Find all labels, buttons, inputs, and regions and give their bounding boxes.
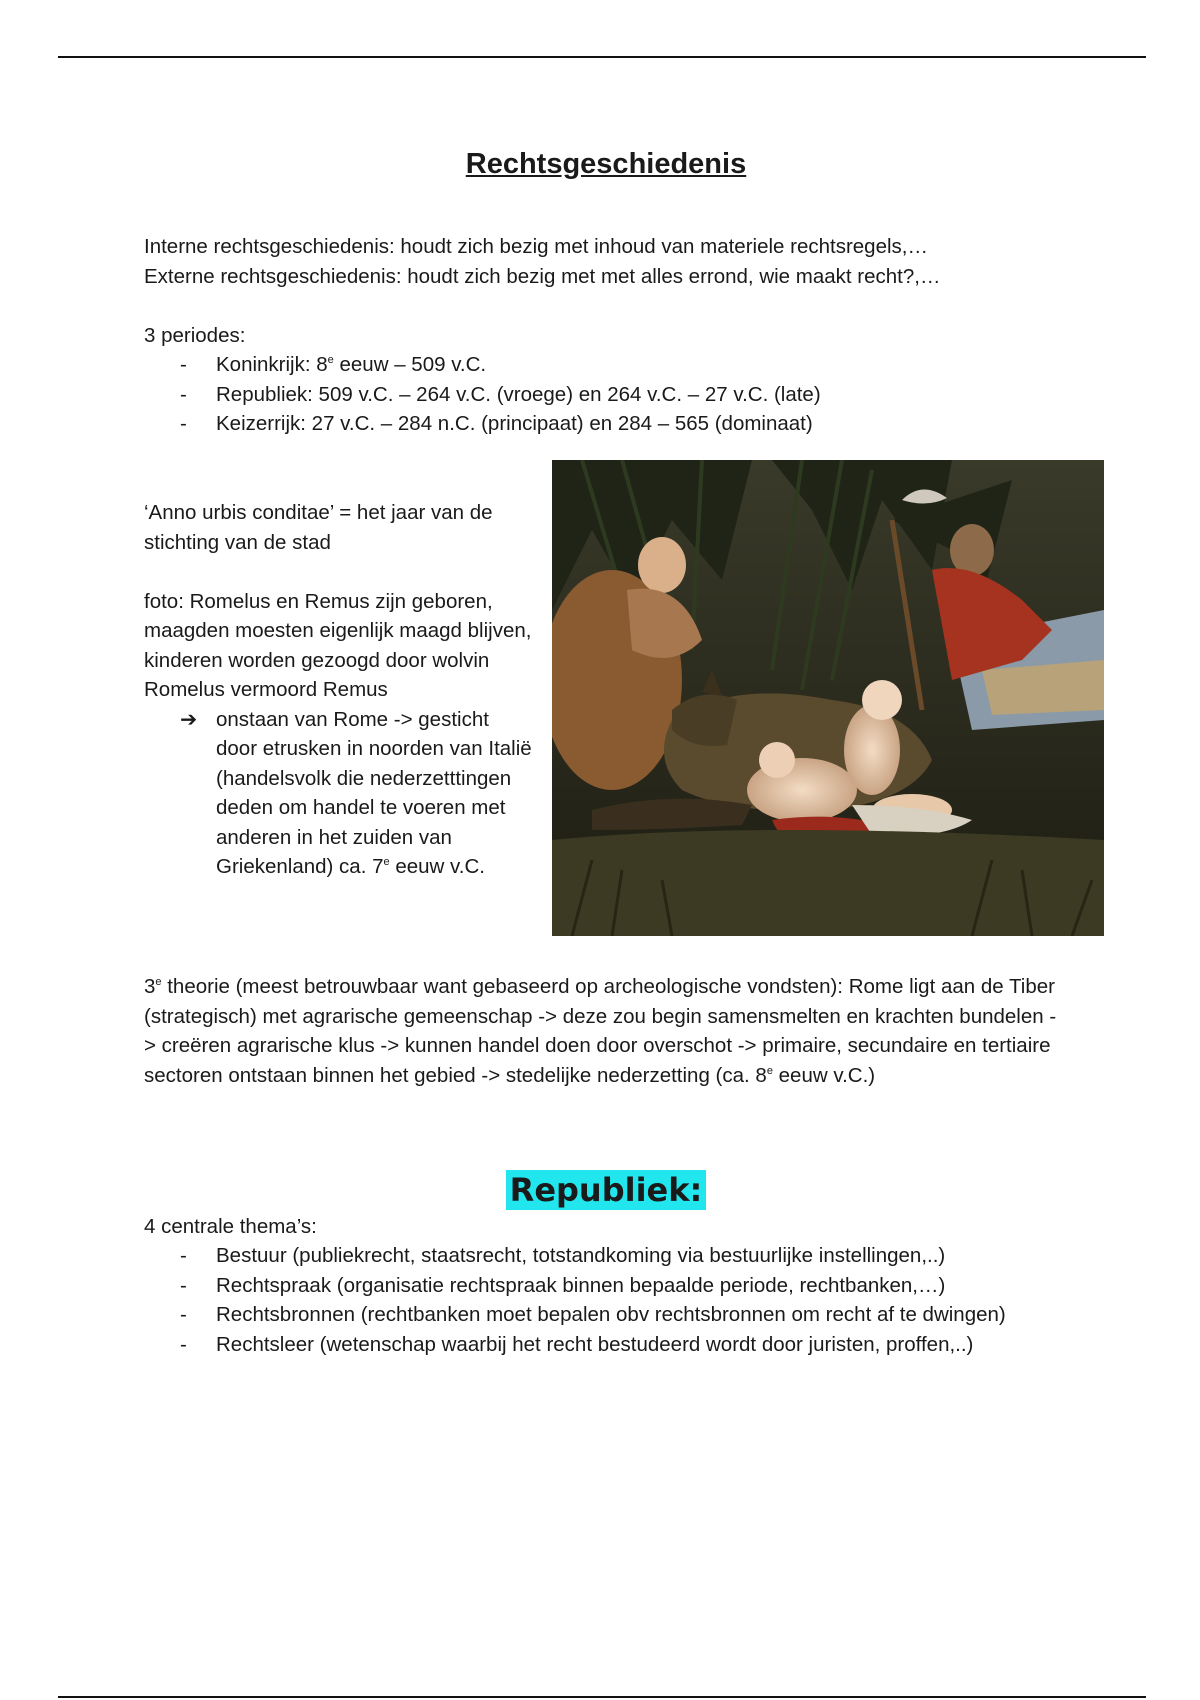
section-heading-republiek: Republiek: [144, 1170, 1068, 1210]
theme-item: - Rechtsleer (wetenschap waarbij het recht bestudeerd wordt door juristen, proffen,..) [144, 1330, 1104, 1360]
themes-label: 4 centrale thema’s: [144, 1215, 317, 1238]
intro-paragraph [144, 232, 1044, 291]
founding-notes [144, 498, 534, 882]
period-item-republiek: - Republiek: 509 v.C. – 264 v.C. (vroege) en 264 v.C. – 27 v.C. (late) [144, 380, 1044, 410]
period-item-keizerrijk: - Keizerrijk: 27 v.C. – 284 n.C. (principaat) en 284 – 565 (dominaat) [144, 409, 1044, 439]
theme-item: - Rechtspraak (organisatie rechtspraak binnen bepaalde periode, rechtbanken,…) [144, 1271, 1104, 1301]
painting-illustration [552, 460, 1104, 936]
periods-label: 3 periodes: [144, 324, 246, 347]
theory-paragraph: 3e theorie (meest betrouwbaar want gebaseerd op archeologische vondsten): Rome ligt aan de Tiber (strategisch) met agrarische gemeenschap -> deze zou begin samensmelten en krachten bundelen -> creëren agrarische klus -> kunnen handel doen door overschot -> primaire, secundaire en tertiaire sectoren ontstaan binnen het gebied -> stedelijke nederzetting (ca. 8e eeuw v.C.) [144, 975, 1057, 1087]
romulus-remus-painting [552, 460, 1104, 936]
footer-rule [58, 1696, 1146, 1698]
theme-item: - Bestuur (publiekrecht, staatsrecht, totstandkoming via bestuurlijke instellingen,..) [144, 1241, 1104, 1271]
romelus-text: Romelus vermoord Remus [144, 678, 388, 701]
theme-item: - Rechtsbronnen (rechtbanken moet bepalen obv rechtsbronnen om recht af te dwingen) [144, 1300, 1104, 1330]
foto-text: foto: Romelus en Remus zijn geboren, maagden moesten eigenlijk maagd blijven, kinderen worden gezoogd door wolvin [144, 589, 532, 672]
arrow-right-icon: ➔ [180, 707, 198, 731]
periods-list [144, 350, 1044, 439]
intro-line-internal: Interne rechtsgeschiedenis: houdt zich bezig met inhoud van materiele rechtsregels,… [144, 235, 928, 258]
themes-list [144, 1241, 1104, 1359]
header-rule [58, 56, 1146, 58]
arrow-list-item: ➔ onstaan van Rome -> gesticht door etrusken in noorden van Italië (handelsvolk die nederzetttingen deden om handel te voeren met anderen in het zuiden van Griekenland) ca. 7e eeuw v.C. [144, 705, 534, 882]
page-title: Rechtsgeschiedenis [465, 148, 747, 180]
anno-text: ‘Anno urbis conditae’ = het jaar van de stichting van de stad [144, 501, 493, 554]
period-item-koninkrijk: - Koninkrijk: 8e eeuw – 509 v.C. [144, 350, 1044, 380]
intro-line-external: Externe rechtsgeschiedenis: houdt zich bezig met met alles errond, wie maakt recht?,… [144, 264, 941, 288]
